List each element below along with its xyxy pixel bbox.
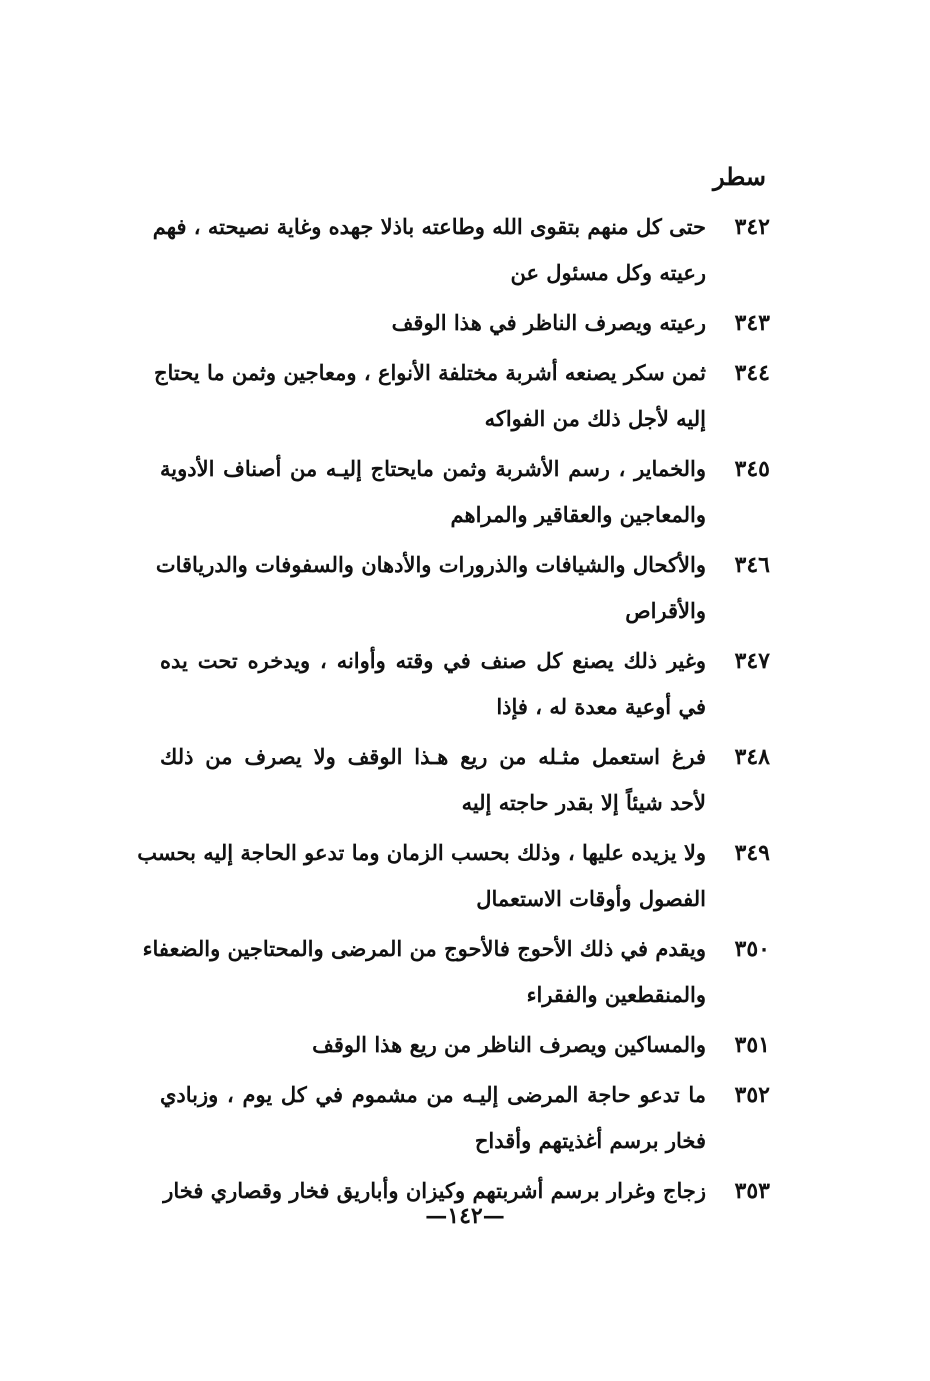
entry-row [155, 542, 770, 634]
line-number: ٣٤٨ [734, 744, 770, 770]
entry-row [160, 734, 770, 826]
text-line: إليه لأجل ذلك من الفواكه [484, 406, 706, 431]
entry-row [153, 350, 770, 442]
text-line: والأكحال والشيافات والذرورات والأدهان والسفوفات والدرياقات [155, 552, 706, 577]
text-line: والخماير ، رسم الأشربة وثمن مايحتاج إليـه من أصناف الأدوية [160, 456, 706, 481]
entry-text [160, 1022, 706, 1068]
line-number: ٣٤٩ [734, 840, 770, 866]
entry-row [160, 1022, 770, 1068]
line-number: ٣٥١ [734, 1032, 770, 1058]
entry-text [160, 638, 706, 730]
entry-row [160, 300, 770, 346]
line-number: ٣٤٤ [734, 360, 770, 386]
line-number: ٣٤٣ [734, 310, 770, 336]
text-line: وغير ذلك يصنع كل صنف في وقته وأوانه ، ويدخره تحت يده [160, 648, 706, 673]
line-number: ٣٥٣ [734, 1178, 770, 1204]
entry-text [160, 734, 706, 826]
text-line: والمنقطعين والفقراء [526, 982, 706, 1007]
line-number: ٣٤٧ [734, 648, 770, 674]
line-number: ٣٤٥ [734, 456, 770, 482]
text-line: والمعاجين والعقاقير والمراهم [450, 502, 706, 527]
text-line: رعيته وكل مسئول عن [510, 260, 706, 285]
line-number: ٣٤٢ [734, 214, 770, 240]
entry-row [160, 1072, 770, 1164]
entry-text [137, 830, 706, 922]
entry-text [153, 204, 706, 296]
text-line: والمساكين ويصرف الناظر من ريع هذا الوقف [312, 1032, 706, 1057]
text-line: حتى كل منهم بتقوى الله وطاعته باذلا جهده وغاية نصيحته ، فهم [152, 214, 706, 239]
entry-row [142, 926, 770, 1018]
text-line: ما تدعو حاجة المرضى إليـه من مشموم في كل يوم ، وزبادي [160, 1082, 706, 1107]
text-line: ثمن سكر يصنعه أشربة مختلفة الأنواع ، ومعاجين وثمن ما يحتاج [153, 360, 706, 385]
text-line: ويقدم في ذلك الأحوج فالأحوج من المرضى والمحتاجين والضعفاء [142, 936, 706, 961]
entry-text [160, 446, 706, 538]
entry-text [160, 1072, 706, 1164]
line-number: ٣٥٢ [734, 1082, 770, 1108]
text-line: زجاج وغرار برسم أشربتهم وكيزان وأباريق فخار وقصاري فخار [163, 1178, 706, 1203]
entry-row [160, 446, 770, 538]
entry-row [160, 638, 770, 730]
text-line: فرغ استعمل مثـله من ريع هـذا الوقف ولا يصرف من ذلك [160, 744, 706, 769]
line-number: ٣٤٦ [734, 552, 770, 578]
entry-text [156, 542, 706, 634]
line-number: ٣٥٠ [734, 936, 770, 962]
text-line: لأحد شيئاً إلا بقدر حاجته إليه [461, 790, 706, 815]
entry-text [143, 926, 706, 1018]
text-line: في أوعية معدة له ، فإذا [496, 694, 706, 719]
entry-text [160, 300, 706, 346]
entry-text [154, 350, 706, 442]
line-column-header: سطر [712, 162, 766, 191]
text-line: رعيته ويصرف الناظر في هذا الوقف [391, 310, 706, 335]
text-line: ولا يزيده عليها ، وذلك بحسب الزمان وما تدعو الحاجة إليه بحسب [137, 840, 706, 865]
entry-row [152, 204, 770, 296]
entries-list [137, 204, 770, 1218]
page-number: —١٤٢— [425, 1203, 505, 1229]
text-line: الفصول وأوقات الاستعمال [476, 886, 706, 911]
entry-row [137, 830, 770, 922]
text-line: والأقراص [625, 598, 706, 623]
text-line: فخار برسم أغذيتهم وأقداح [474, 1128, 706, 1153]
